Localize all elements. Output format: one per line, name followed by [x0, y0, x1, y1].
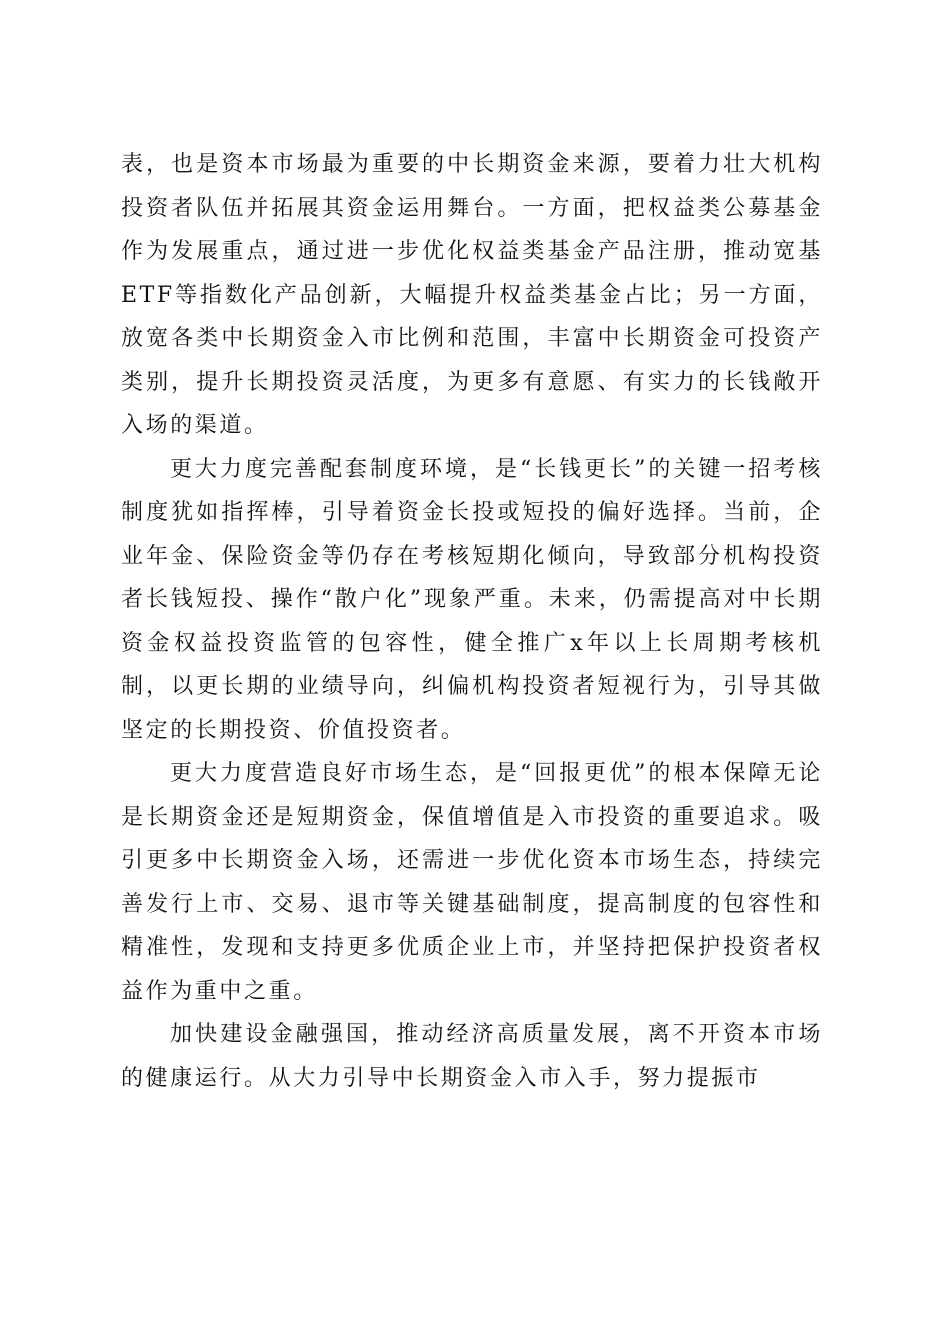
document-body — [121, 143, 823, 1100]
paragraph-1: 表，也是资本市场最为重要的中长期资金来源，要着力壮大机构投资者队伍并拓展其资金运用舞台。一方面，把权益类公募基金作为发展重点，通过进一步优化权益类基金产品注册，推动宽基ETF等指数化产品创新，大幅提升权益类基金占比；另一方面，放宽各类中长期资金入市比例和范围，丰富中长期资金可投资产类别，提升长期投资灵活度，为更多有意愿、有实力的长钱敞开入场的渠道。 — [121, 152, 823, 438]
paragraph-4: 加快建设金融强国，推动经济高质量发展，离不开资本市场的健康运行。从大力引导中长期资金入市入手，努力提振市 — [121, 1022, 823, 1091]
paragraph-3: 更大力度营造良好市场生态，是“回报更优”的根本保障无论是长期资金还是短期资金，保值增值是入市投资的重要追求。吸引更多中长期资金入场，还需进一步优化资本市场生态，持续完善发行上市、交易、退市等关键基础制度，提高制度的包容性和精准性，发现和支持更多优质企业上市，并坚持把保护投资者权益作为重中之重。 — [121, 761, 823, 1004]
paragraph-2: 更大力度完善配套制度环境，是“长钱更长”的关键一招考核制度犹如指挥棒，引导着资金长投或短投的偏好选择。当前，企业年金、保险资金等仍存在考核短期化倾向，导致部分机构投资者长钱短投、操作“散户化”现象严重。未来，仍需提高对中长期资金权益投资监管的包容性，健全推广x年以上长周期考核机制，以更长期的业绩导向，纠偏机构投资者短视行为，引导其做坚定的长期投资、价值投资者。 — [121, 456, 823, 743]
